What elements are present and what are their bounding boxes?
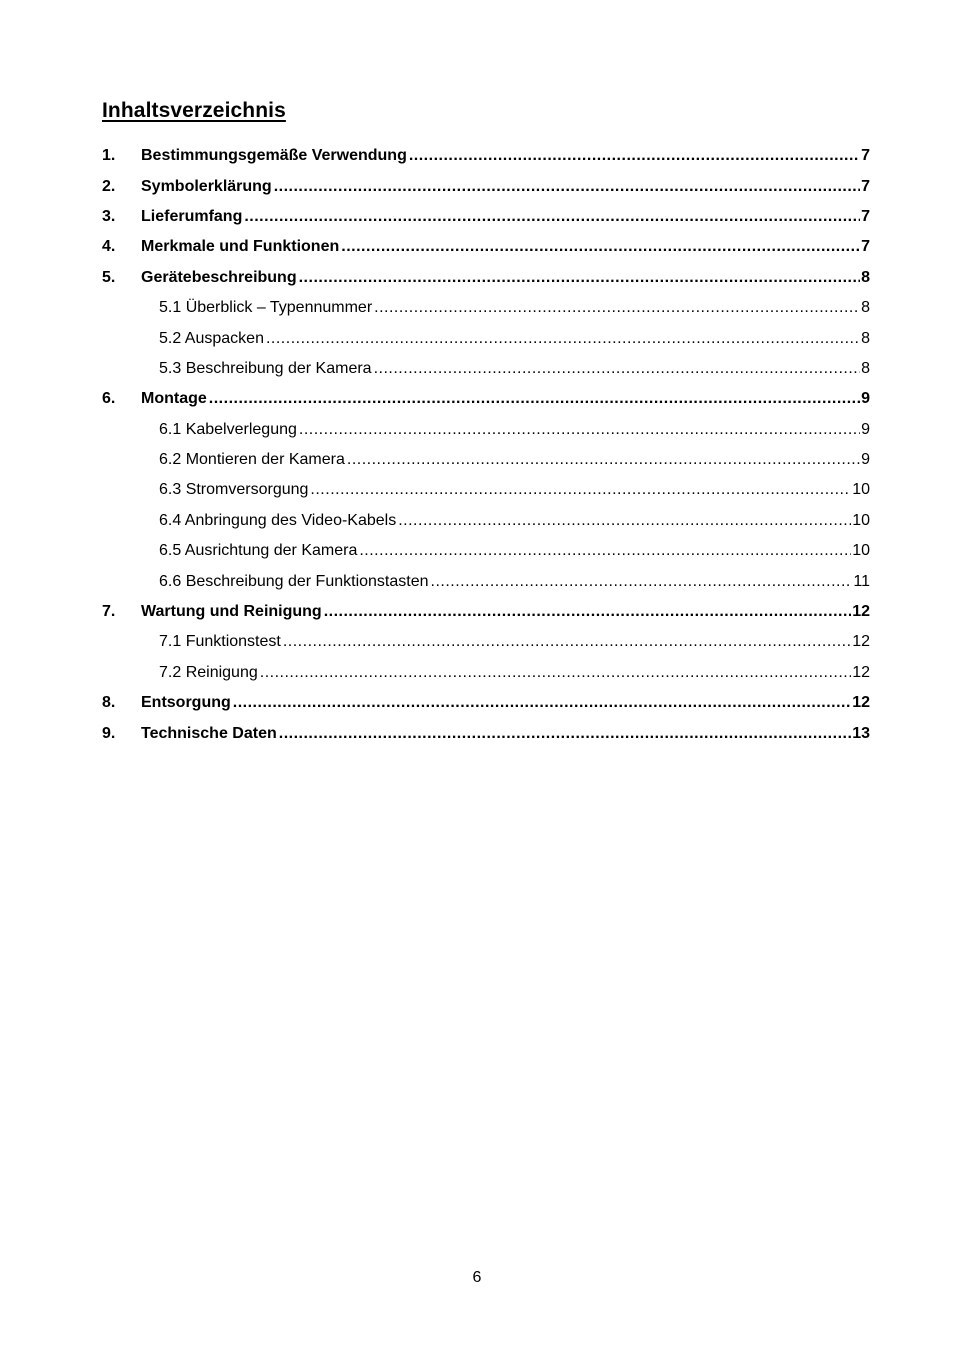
dot-leader [233, 694, 851, 712]
toc-entry-page: 7 [861, 177, 870, 195]
toc-entry-page: 11 [853, 572, 870, 590]
toc-subentry[interactable] [102, 475, 870, 505]
toc-entry-label: 5.2 Auspacken [159, 329, 264, 347]
toc-subentry[interactable] [102, 323, 870, 353]
toc-entry-page: 8 [861, 299, 870, 317]
dot-leader [274, 178, 860, 196]
toc-subentry[interactable] [102, 293, 870, 323]
toc-entry[interactable] [102, 384, 870, 414]
toc-subentry[interactable] [102, 658, 870, 688]
toc-subentry[interactable] [102, 566, 870, 596]
toc-subentry[interactable] [102, 354, 870, 384]
toc-entry-label: Entsorgung [141, 694, 231, 712]
toc-entry-label: Lieferumfang [141, 207, 243, 225]
dot-leader [341, 238, 860, 256]
toc-entry-label: 5.1 Überblick – Typennummer [159, 299, 373, 317]
toc-entry[interactable] [102, 597, 870, 627]
dot-leader [283, 633, 851, 651]
toc-subentry[interactable] [102, 536, 870, 566]
toc-subentry[interactable] [102, 445, 870, 475]
toc-entry-number: 6. [102, 390, 116, 408]
toc-entry-label: Wartung und Reinigung [141, 603, 322, 621]
toc-entry-label: 6.4 Anbringung des Video-Kabels [159, 511, 397, 529]
dot-leader [324, 603, 852, 621]
dot-leader [409, 147, 860, 165]
dot-leader [431, 573, 853, 591]
toc-entry-label: 6.3 Stromversorgung [159, 481, 309, 499]
toc-entry[interactable] [102, 171, 870, 201]
toc-entry-label: 7.2 Reinigung [159, 663, 258, 681]
toc-entry-page: 8 [861, 359, 870, 377]
page-number: 6 [472, 1269, 482, 1286]
toc-entry-page: 13 [852, 724, 870, 742]
dot-leader [244, 208, 860, 226]
toc-entry-page: 7 [861, 238, 870, 256]
dot-leader [209, 390, 860, 408]
toc-entry-label: 7.1 Funktionstest [159, 633, 281, 651]
toc-entry-label: 6.6 Beschreibung der Funktionstasten [159, 572, 429, 590]
dot-leader [398, 512, 851, 530]
dot-leader [279, 725, 851, 743]
toc-entry-page: 12 [852, 603, 870, 621]
toc-entry-label: Gerätebeschreibung [141, 268, 297, 286]
toc-subentry[interactable] [102, 415, 870, 445]
page-title: Inhaltsverzeichnis [102, 99, 286, 122]
toc-entry[interactable] [102, 718, 870, 748]
dot-leader [310, 481, 851, 499]
toc-entry-page: 8 [861, 329, 870, 347]
toc-entry-page: 10 [852, 542, 870, 560]
toc-entry-page: 12 [852, 633, 870, 651]
toc-entry-number: 3. [102, 207, 116, 225]
toc-entry-page: 12 [852, 663, 870, 681]
toc-entry-page: 9 [861, 420, 870, 438]
toc-subentry[interactable] [102, 506, 870, 536]
dot-leader [260, 664, 851, 682]
toc-entry[interactable] [102, 202, 870, 232]
toc-entry-number: 1. [102, 147, 116, 165]
toc-entry[interactable] [102, 141, 870, 171]
toc-entry-number: 5. [102, 268, 116, 286]
dot-leader [299, 269, 860, 287]
toc-entry-label: 6.2 Montieren der Kamera [159, 451, 345, 469]
toc-entry-page: 9 [861, 451, 870, 469]
toc-entry-label: 6.5 Ausrichtung der Kamera [159, 542, 358, 560]
toc-entry-label: 5.3 Beschreibung der Kamera [159, 359, 372, 377]
dot-leader [347, 451, 860, 469]
toc-entry[interactable] [102, 263, 870, 293]
dot-leader [266, 330, 860, 348]
toc-entry-number: 8. [102, 694, 116, 712]
toc-entry-page: 9 [861, 390, 870, 408]
toc-entry-page: 12 [852, 694, 870, 712]
dot-leader [374, 360, 861, 378]
dot-leader [374, 299, 860, 317]
toc-entry-label: Montage [141, 390, 207, 408]
toc-entry-page: 10 [852, 481, 870, 499]
toc-entry-page: 8 [861, 268, 870, 286]
toc-entry-number: 2. [102, 177, 116, 195]
toc-entry-label: Symbolerklärung [141, 177, 272, 195]
dot-leader [299, 421, 860, 439]
toc-entry-page: 7 [861, 207, 870, 225]
toc-subentry[interactable] [102, 627, 870, 657]
toc-entry-page: 10 [852, 511, 870, 529]
toc-entry-label: 6.1 Kabelverlegung [159, 420, 297, 438]
toc-entry-number: 7. [102, 603, 116, 621]
toc-entry-number: 4. [102, 238, 116, 256]
toc-entry-label: Merkmale und Funktionen [141, 238, 340, 256]
toc-entry-label: Technische Daten [141, 724, 277, 742]
dot-leader [359, 542, 851, 560]
toc-entry-page: 7 [861, 147, 870, 165]
toc-entry[interactable] [102, 232, 870, 262]
toc-entry[interactable] [102, 688, 870, 718]
toc-entry-number: 9. [102, 724, 116, 742]
toc-entry-label: Bestimmungsgemäße Verwendung [141, 147, 407, 165]
table-of-contents [102, 141, 870, 749]
